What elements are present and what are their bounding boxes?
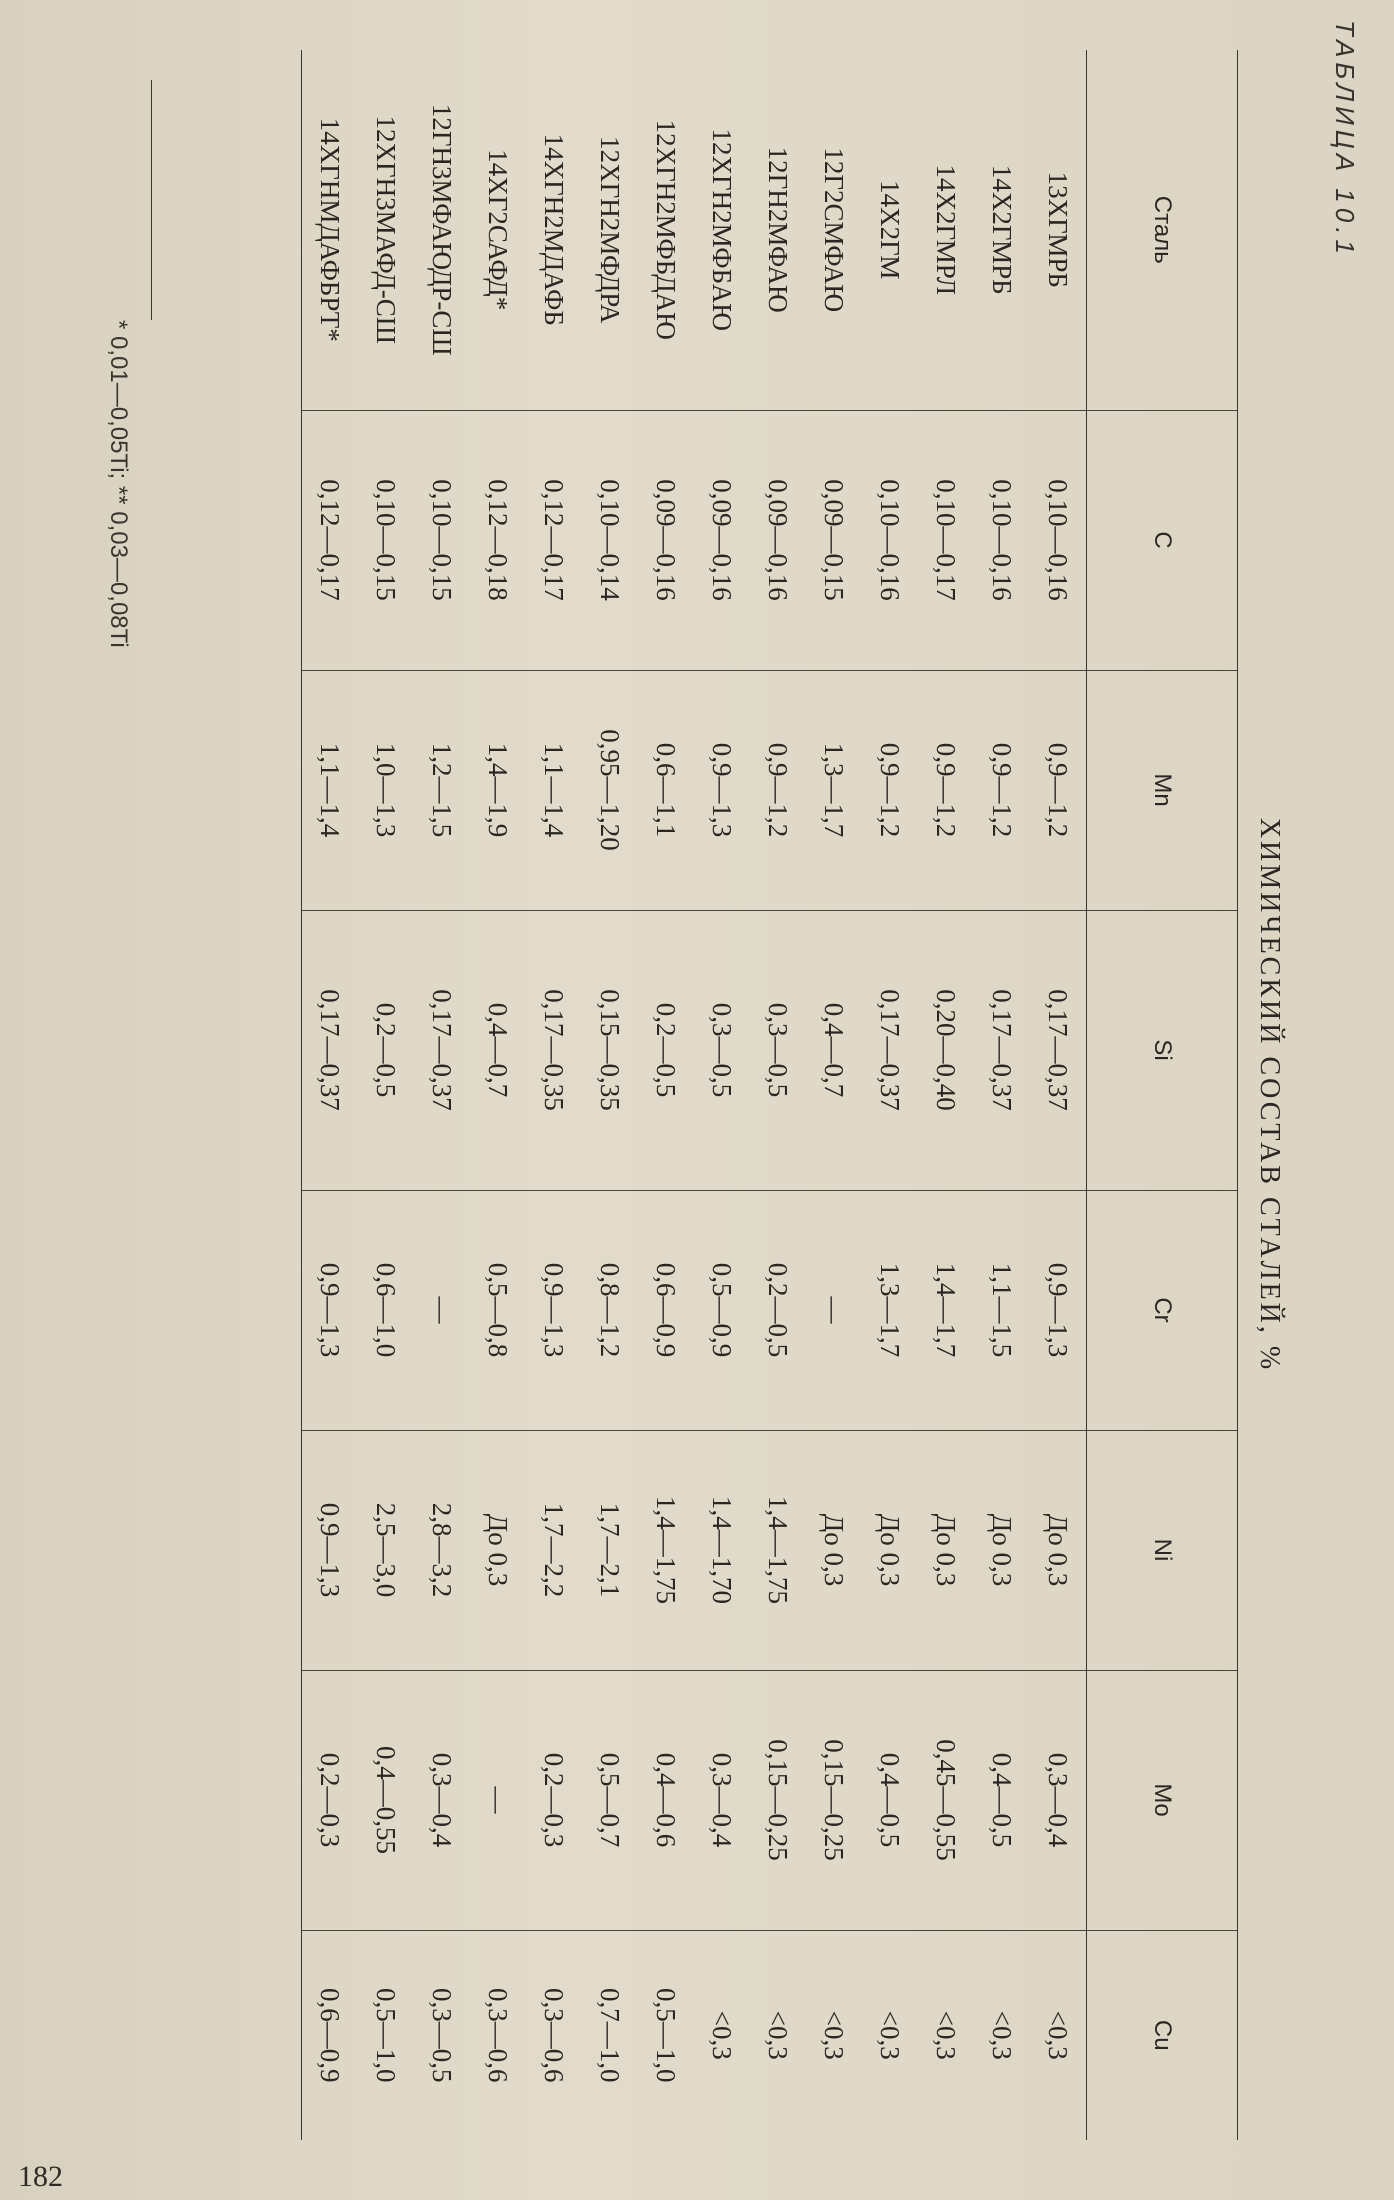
composition-cell-si: 0,17—0,37 [414, 910, 470, 1190]
composition-cell-ni: 1,4—1,70 [694, 1430, 750, 1670]
composition-cell-c: 0,09—0,16 [750, 410, 806, 670]
composition-cell-mo: 0,3—0,4 [414, 1670, 470, 1930]
composition-cell-cr: 0,8—1,2 [582, 1190, 638, 1430]
composition-cell-cr: — [414, 1190, 470, 1430]
table-row [638, 50, 694, 2140]
composition-cell-mn: 0,9—1,2 [1030, 670, 1087, 910]
steel-grade-cell: 12ГН3МФАЮДР-СШ [427, 103, 458, 356]
composition-cell-ni: До 0,3 [1030, 1430, 1087, 1670]
composition-cell-cu: 0,7—1,0 [582, 1930, 638, 2140]
composition-cell-cu: 0,3—0,5 [414, 1930, 470, 2140]
table-row [582, 50, 638, 2140]
composition-cell-c: 0,10—0,17 [918, 410, 974, 670]
composition-cell-c: 0,10—0,16 [1030, 410, 1087, 670]
composition-cell-mn: 0,9—1,2 [974, 670, 1030, 910]
composition-cell-si: 0,17—0,37 [974, 910, 1030, 1190]
composition-cell-cu: <0,3 [1030, 1930, 1087, 2140]
composition-cell-cr: 0,9—1,3 [302, 1190, 359, 1430]
composition-cell-c: 0,10—0,15 [414, 410, 470, 670]
table-label: ТАБЛИЦА 10.1 [1330, 20, 1360, 259]
steel-grade-cell: 14Х2ГМРЛ [931, 164, 962, 296]
composition-cell-ni: 1,7—2,2 [526, 1430, 582, 1670]
composition-cell-mn: 1,4—1,9 [470, 670, 526, 910]
composition-cell-ni: 1,4—1,75 [750, 1430, 806, 1670]
composition-cell-mn: 0,9—1,2 [750, 670, 806, 910]
composition-cell-mo: 0,45—0,55 [918, 1670, 974, 1930]
composition-cell-cr: — [806, 1190, 862, 1430]
table-body [302, 50, 1087, 2140]
steel-grade-cell: 14ХГНМДАФБРТ* [302, 50, 359, 410]
composition-cell-ni: 1,4—1,75 [638, 1430, 694, 1670]
steel-grade-cell: 12ХГН2МФДРА [595, 136, 626, 324]
composition-cell-c: 0,12—0,17 [526, 410, 582, 670]
composition-cell-mn: 1,3—1,7 [806, 670, 862, 910]
column-header: Cu [1087, 1930, 1238, 2140]
composition-cell-cr: 1,1—1,5 [974, 1190, 1030, 1430]
steel-grade-cell: 14ХГН2МДАФБ [539, 133, 570, 326]
steel-grade-cell: 12ХГН2МФБДАЮ [651, 119, 682, 340]
composition-cell-cu: 0,5—1,0 [358, 1930, 414, 2140]
composition-cell-c: 0,12—0,18 [470, 410, 526, 670]
column-header: Mn [1087, 670, 1238, 910]
composition-cell-mn: 0,95—1,20 [582, 670, 638, 910]
steel-grade-cell: 14Х2ГМ [875, 180, 906, 280]
steel-grade-cell: 12ХГН2МФБАЮ [707, 128, 738, 331]
steel-grade-cell: 14Х2ГМРБ [987, 164, 1018, 295]
composition-cell-cr: 0,6—0,9 [638, 1190, 694, 1430]
composition-cell-ni: 0,9—1,3 [302, 1430, 359, 1670]
composition-cell-c: 0,10—0,16 [862, 410, 918, 670]
table-title: ХИМИЧЕСКИЙ СОСТАВ СТАЛЕЙ, % [1254, 817, 1285, 1373]
column-header: C [1087, 410, 1238, 670]
composition-cell-mn: 0,6—1,1 [638, 670, 694, 910]
steel-grade-cell: 13ХГМРБ [1043, 171, 1074, 288]
composition-cell-ni: До 0,3 [918, 1430, 974, 1670]
composition-cell-mn: 1,1—1,4 [302, 670, 359, 910]
composition-cell-c: 0,12—0,17 [302, 410, 359, 670]
composition-cell-ni: До 0,3 [974, 1430, 1030, 1670]
composition-cell-ni: 2,5—3,0 [358, 1430, 414, 1670]
composition-cell-mo: — [470, 1670, 526, 1930]
composition-cell-si: 0,20—0,40 [918, 910, 974, 1190]
composition-cell-mo: 0,4—0,55 [358, 1670, 414, 1930]
column-header-row [1087, 50, 1238, 2140]
composition-cell-mo: 0,4—0,5 [862, 1670, 918, 1930]
composition-cell-si: 0,2—0,5 [358, 910, 414, 1190]
composition-cell-mn: 1,2—1,5 [414, 670, 470, 910]
composition-cell-cr: 0,5—0,9 [694, 1190, 750, 1430]
composition-cell-si: 0,3—0,5 [694, 910, 750, 1190]
composition-cell-mo: 0,15—0,25 [806, 1670, 862, 1930]
composition-cell-cu: 0,3—0,6 [526, 1930, 582, 2140]
composition-cell-ni: До 0,3 [862, 1430, 918, 1670]
composition-cell-ni: До 0,3 [470, 1430, 526, 1670]
composition-cell-c: 0,10—0,15 [358, 410, 414, 670]
composition-cell-cu: <0,3 [974, 1930, 1030, 2140]
composition-cell-mn: 0,9—1,2 [862, 670, 918, 910]
steel-grade-cell: 12ГН2МФАЮ [763, 146, 794, 313]
steel-grade-cell: 14ХГ2САФД* [483, 149, 514, 311]
composition-cell-mn: 0,9—1,3 [694, 670, 750, 910]
composition-cell-si: 0,17—0,37 [1030, 910, 1087, 1190]
table-row [358, 50, 414, 2140]
composition-cell-cr: 0,9—1,3 [526, 1190, 582, 1430]
table-row [694, 50, 750, 2140]
steel-grade-cell: 12Г2СМФАЮ [819, 147, 850, 313]
composition-cell-mn: 1,0—1,3 [358, 670, 414, 910]
page-number: 182 [18, 2160, 63, 2193]
composition-cell-mo: 0,2—0,3 [302, 1670, 359, 1930]
composition-cell-cr: 0,9—1,3 [1030, 1190, 1087, 1430]
column-header: Сталь [1087, 50, 1238, 410]
column-header: Si [1087, 910, 1238, 1190]
composition-cell-ni: 2,8—3,2 [414, 1430, 470, 1670]
composition-cell-mo: 0,3—0,4 [1030, 1670, 1087, 1930]
composition-cell-ni: 1,7—2,1 [582, 1430, 638, 1670]
footnote: * 0,01—0,05Ti; ** 0,03—0,08Ti [105, 320, 132, 648]
table-row [806, 50, 862, 2140]
composition-cell-cr: 0,2—0,5 [750, 1190, 806, 1430]
composition-cell-cr: 1,4—1,7 [918, 1190, 974, 1430]
composition-cell-mn: 1,1—1,4 [526, 670, 582, 910]
composition-cell-cu: <0,3 [862, 1930, 918, 2140]
composition-cell-cr: 0,5—0,8 [470, 1190, 526, 1430]
composition-cell-mo: 0,4—0,6 [638, 1670, 694, 1930]
composition-cell-si: 0,15—0,35 [582, 910, 638, 1190]
composition-cell-c: 0,09—0,16 [638, 410, 694, 670]
table-row [526, 50, 582, 2140]
table-row [750, 50, 806, 2140]
table-row [918, 50, 974, 2140]
composition-cell-c: 0,09—0,16 [694, 410, 750, 670]
table-row [974, 50, 1030, 2140]
composition-cell-si: 0,2—0,5 [638, 910, 694, 1190]
composition-cell-mo: 0,5—0,7 [582, 1670, 638, 1930]
composition-cell-cu: 0,3—0,6 [470, 1930, 526, 2140]
composition-cell-cu: <0,3 [750, 1930, 806, 2140]
column-header: Ni [1087, 1430, 1238, 1670]
table-row [1030, 50, 1087, 2140]
composition-cell-mo: 0,2—0,3 [526, 1670, 582, 1930]
composition-cell-c: 0,09—0,15 [806, 410, 862, 670]
composition-cell-si: 0,4—0,7 [806, 910, 862, 1190]
composition-cell-ni: До 0,3 [806, 1430, 862, 1670]
rotated-table-block [40, 20, 1360, 2160]
composition-cell-mo: 0,15—0,25 [750, 1670, 806, 1930]
column-header: Cr [1087, 1190, 1238, 1430]
composition-cell-cu: <0,3 [918, 1930, 974, 2140]
composition-cell-si: 0,17—0,35 [526, 910, 582, 1190]
column-header: Mo [1087, 1670, 1238, 1930]
composition-cell-cu: <0,3 [694, 1930, 750, 2140]
steel-grade-cell: 12ХГН3МАФД-СШ [371, 115, 402, 345]
composition-cell-cr: 0,6—1,0 [358, 1190, 414, 1430]
footnote-rule [151, 80, 152, 320]
composition-cell-cr: 1,3—1,7 [862, 1190, 918, 1430]
composition-cell-cu: 0,6—0,9 [302, 1930, 359, 2140]
composition-cell-si: 0,4—0,7 [470, 910, 526, 1190]
chemical-composition-table [301, 50, 1300, 2140]
composition-cell-mo: 0,4—0,5 [974, 1670, 1030, 1930]
composition-cell-mo: 0,3—0,4 [694, 1670, 750, 1930]
table-row [414, 50, 470, 2140]
composition-cell-si: 0,17—0,37 [862, 910, 918, 1190]
table-row [862, 50, 918, 2140]
composition-cell-c: 0,10—0,16 [974, 410, 1030, 670]
composition-cell-si: 0,17—0,37 [302, 910, 359, 1190]
table-row [302, 50, 359, 2140]
table-row [470, 50, 526, 2140]
composition-cell-c: 0,10—0,14 [582, 410, 638, 670]
composition-cell-cu: <0,3 [806, 1930, 862, 2140]
composition-cell-si: 0,3—0,5 [750, 910, 806, 1190]
composition-cell-cu: 0,5—1,0 [638, 1930, 694, 2140]
composition-cell-mn: 0,9—1,2 [918, 670, 974, 910]
